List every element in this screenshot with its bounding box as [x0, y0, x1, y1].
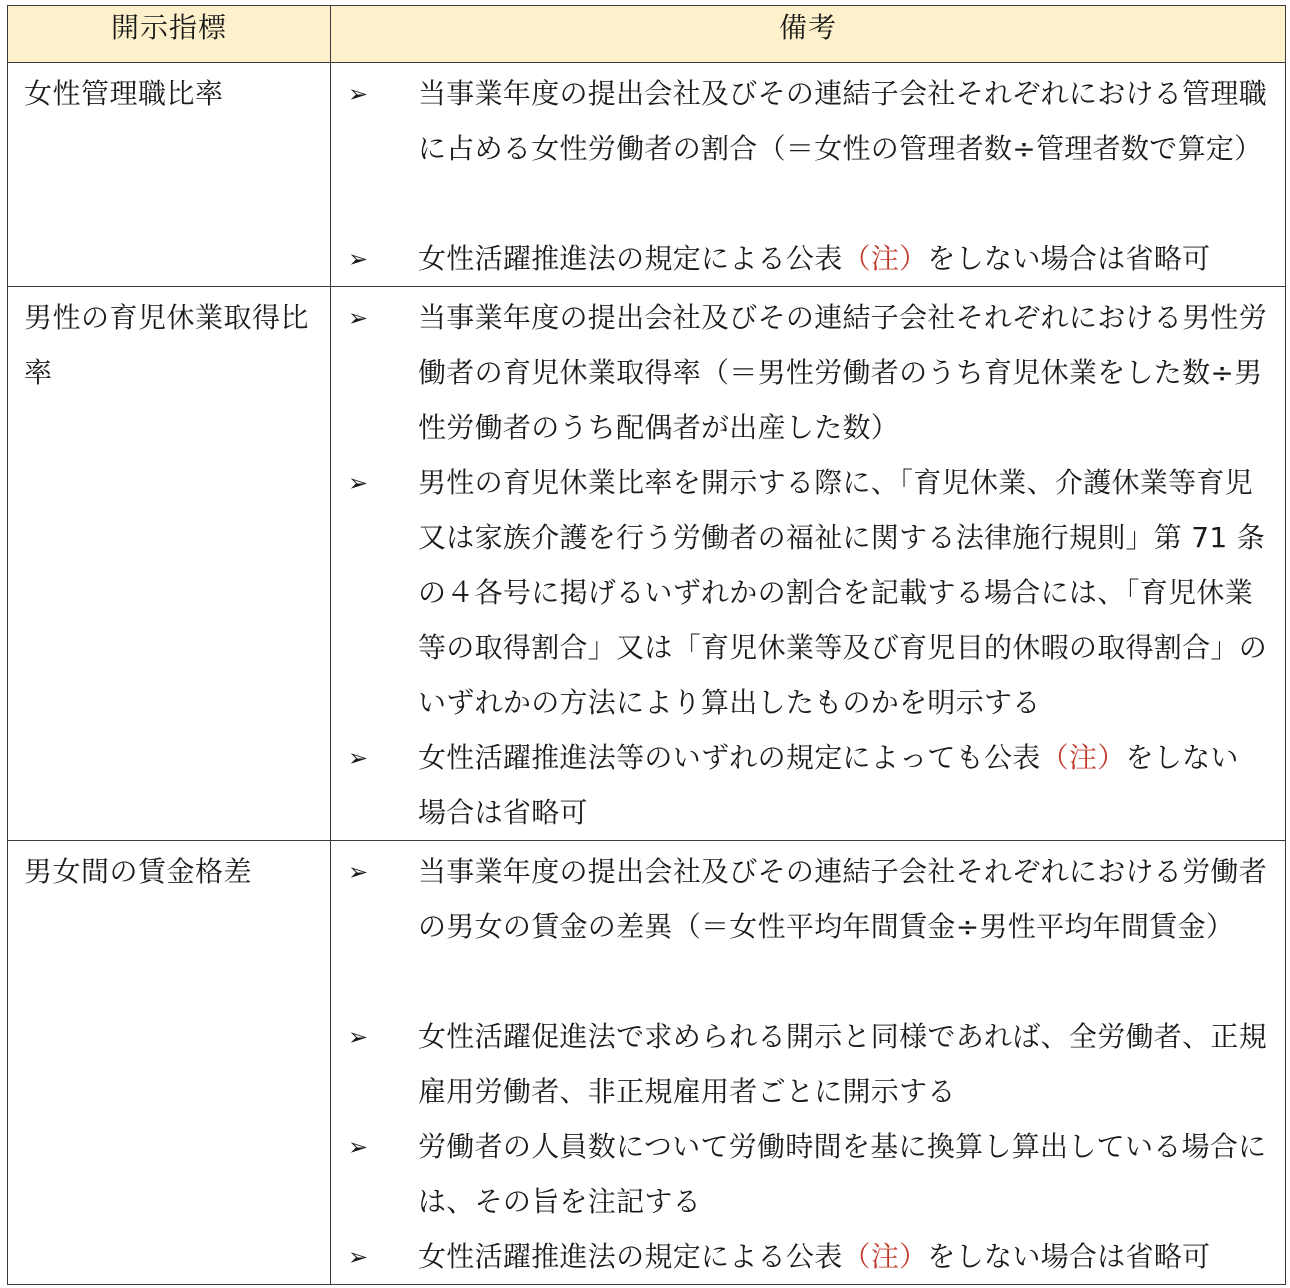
table-row [8, 841, 1286, 1285]
arrow-bullet-icon: ➢ [348, 469, 369, 497]
arrow-bullet-icon: ➢ [348, 1023, 369, 1051]
arrow-bullet-icon: ➢ [348, 1243, 369, 1271]
remark-item [331, 730, 1267, 840]
indicator-label: 女性管理職比率 [24, 77, 224, 110]
indicator-cell [8, 63, 331, 287]
indicator-cell [8, 841, 331, 1285]
header-row [8, 6, 1286, 63]
remark-text: 当事業年度の提出会社及びその連結子会社それぞれにおける男性労働者の育児休業取得率（＝男性労働者のうち育児休業をした数÷男性労働者のうち配偶者が出産した数） [418, 301, 1268, 444]
note-marker: （注） [842, 1240, 928, 1273]
remark-text: 男性の育児休業比率を開示する際に、「育児休業、介護休業等育児又は家族介護を行う労働者の福祉に関する法律施行規則」第 71 条の４各号に掲げるいずれかの割合を記載する場合には、「育児休業等の取得割合」又は「育児休業等及び育児目的休暇の取得割合」のいずれかの方法により算出したものかを明示する [418, 466, 1268, 719]
remark-item [331, 455, 1267, 730]
table-row [8, 63, 1286, 287]
remark-text: 労働者の人員数について労働時間を基に換算し算出している場合には、その旨を注記する [418, 1130, 1267, 1218]
indicator-cell [8, 287, 331, 841]
indicator-label: 男女間の賃金格差 [24, 855, 253, 888]
arrow-bullet-icon: ➢ [348, 80, 369, 108]
remark-item [331, 1119, 1267, 1229]
remark-text: をしない場合は省略可 [418, 741, 1239, 829]
remark-text: をしない場合は省略可 [927, 242, 1211, 275]
remark-text: 女性活躍促進法で求められる開示と同様であれば、全労働者、正規雇用労働者、非正規雇用者ごとに開示する [418, 1020, 1268, 1108]
remarks-cell [331, 841, 1286, 1285]
remark-item [331, 290, 1267, 455]
remark-item [331, 231, 1267, 286]
remarks-cell [331, 63, 1286, 287]
disclosure-table [7, 5, 1286, 1285]
header-indicator: 開示指標 [8, 6, 331, 63]
remark-item [331, 1229, 1267, 1284]
arrow-bullet-icon: ➢ [348, 304, 369, 332]
arrow-bullet-icon: ➢ [348, 744, 369, 772]
indicator-label: 男性の育児休業取得比率 [24, 301, 310, 389]
table-row [8, 287, 1286, 841]
remark-text: 女性活躍推進法等のいずれの規定によっても公表 [418, 741, 1041, 774]
arrow-bullet-icon: ➢ [348, 1133, 369, 1161]
remark-item [331, 1009, 1267, 1119]
remark-text: 女性活躍推進法の規定による公表 [418, 1240, 843, 1273]
remark-item [331, 66, 1267, 231]
header-remarks: 備考 [331, 6, 1286, 63]
note-marker: （注） [1040, 741, 1126, 774]
remark-text: 女性活躍推進法の規定による公表 [418, 242, 843, 275]
remark-text: 当事業年度の提出会社及びその連結子会社それぞれにおける労働者の男女の賃金の差異（＝女性平均年間賃金÷男性平均年間賃金） [418, 855, 1268, 943]
remark-text: 当事業年度の提出会社及びその連結子会社それぞれにおける管理職に占める女性労働者の割合（＝女性の管理者数÷管理者数で算定） [418, 77, 1268, 165]
arrow-bullet-icon: ➢ [348, 245, 369, 273]
remark-text: をしない場合は省略可 [927, 1240, 1211, 1273]
remark-item [331, 844, 1267, 1009]
arrow-bullet-icon: ➢ [348, 858, 369, 886]
remarks-cell [331, 287, 1286, 841]
note-marker: （注） [842, 242, 928, 275]
